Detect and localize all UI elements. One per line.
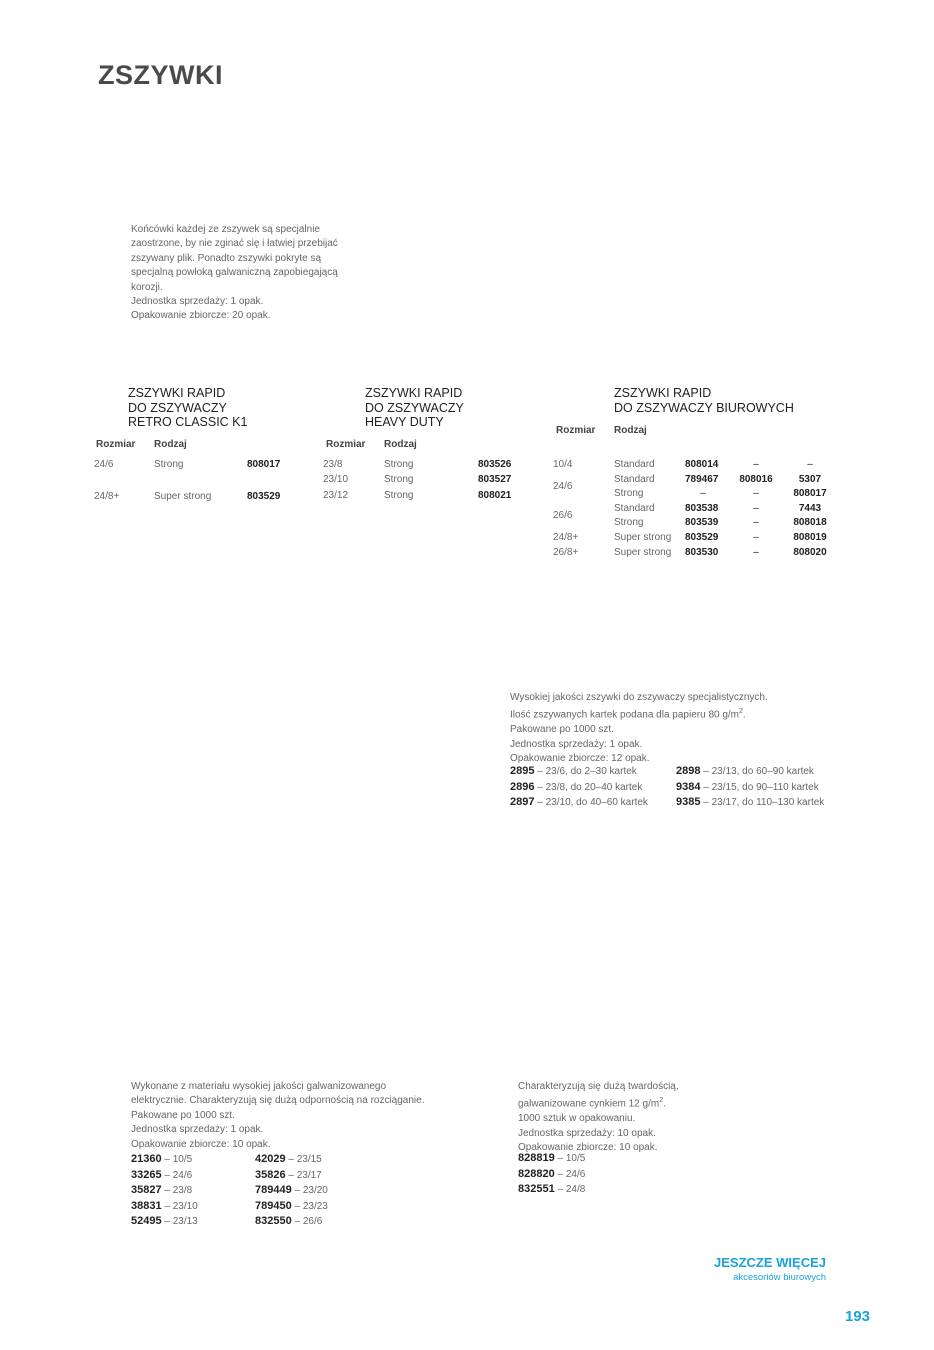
list-item: 832551 – 24/8: [518, 1183, 586, 1195]
intro-line: Jednostka sprzedaży: 1 opak.: [131, 296, 264, 308]
list-item: 21360 – 10/5: [131, 1153, 193, 1165]
list-item: 52495 – 23/13: [131, 1215, 198, 1227]
list-item: 2896 – 23/8, do 20–40 kartek: [510, 780, 643, 793]
list-item: 38831 – 23/10: [131, 1199, 198, 1212]
intro-line: zszywany plik. Ponadto zszywki pokryte są: [131, 252, 322, 264]
specialist-list-right: [676, 764, 824, 811]
page-title: ZSZYWKI: [98, 60, 223, 90]
intro-line: Końcówki każdej ze zszywek są specjalnie: [131, 224, 320, 235]
list-item: 2898 – 23/13, do 60–90 kartek: [676, 765, 814, 777]
hard-list: [518, 1151, 585, 1198]
table3-header-type: Rodzaj: [614, 425, 647, 436]
table1-title: ZSZYWKI RAPID DO ZSZYWACZY RETRO CLASSIC K1: [128, 386, 248, 429]
intro-line: specjalną powłoką galwaniczną zapobiegającą: [131, 267, 338, 279]
table2-header-type: Rodzaj: [384, 439, 417, 450]
page-number: 193: [844, 1308, 870, 1325]
table2-header-size: Rozmiar: [326, 439, 366, 450]
list-item: 33265 – 24/6: [131, 1168, 193, 1181]
list-item: 828820 – 24/6: [518, 1167, 586, 1180]
galv-list-left: [131, 1152, 198, 1230]
more-accessories-subtitle: akcesoriów biurowych: [733, 1272, 826, 1283]
list-item: 789450 – 23/23: [255, 1199, 328, 1212]
list-item: 2897 – 23/10, do 40–60 kartek: [510, 796, 648, 808]
specialist-list-left: [510, 764, 648, 811]
specialist-paragraph: Wysokiej jakości zszywki do zszywaczy specjalistycznych. Ilość zszywanych kartek podana dla papieru 80 $g/m^2$. Pakowane po 1000 szt. Jednostka sprzedaży: 1 opak. Opakowanie zbiorcze: 12 opak.: [510, 692, 768, 764]
list-item: 9384 – 23/15, do 90–110 kartek: [676, 780, 819, 793]
galv-list-right: [255, 1152, 328, 1230]
list-item: 2895 – 23/6, do 2–30 kartek: [510, 765, 637, 777]
more-accessories-title: JESZCZE WIĘCEJ: [714, 1255, 826, 1270]
intro-line: Opakowanie zbiorcze: 20 opak.: [131, 310, 271, 322]
list-item: 35827 – 23/8: [131, 1184, 193, 1196]
intro-paragraph: [131, 223, 338, 324]
list-item: 42029 – 23/15: [255, 1153, 322, 1165]
list-item: 828819 – 10/5: [518, 1152, 586, 1164]
table3-header-size: Rozmiar: [556, 425, 596, 436]
table3-title: ZSZYWKI RAPID DO ZSZYWACZY BIUROWYCH: [614, 386, 794, 415]
table1-header-type: Rodzaj: [154, 439, 187, 450]
galv-paragraph: Wykonane z materiału wysokiej jakości galwanizowanego elektrycznie. Charakteryzują się dużą odpornością na rozciąganie. Pakowane po 1000 szt. Jednostka sprzedaży: 1 opak. Opakowanie zbiorcze: 10 opak.: [131, 1081, 425, 1150]
hard-paragraph: Charakteryzują się dużą twardością, galwanizowane cynkiem 12 $g/m^2$. 1000 sztuk w opakowaniu. Jednostka sprzedaży: 10 opak. Opakowanie zbiorcze: 10 opak.: [518, 1081, 679, 1153]
list-item: 832550 – 26/6: [255, 1215, 323, 1227]
list-item: 9385 – 23/17, do 110–130 kartek: [676, 796, 825, 808]
intro-line: korozji.: [131, 281, 163, 293]
table2-title: ZSZYWKI RAPID DO ZSZYWACZY HEAVY DUTY: [365, 386, 464, 429]
intro-line: zaostrzone, by nie zginać się i łatwiej przebijać: [131, 238, 338, 250]
list-item: 35826 – 23/17: [255, 1168, 322, 1181]
table1-header-size: Rozmiar: [96, 439, 136, 450]
list-item: 789449 – 23/20: [255, 1184, 328, 1196]
